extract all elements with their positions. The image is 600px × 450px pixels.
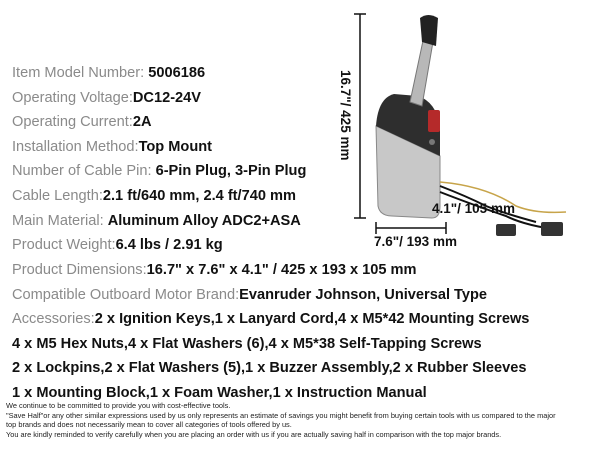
accessories-line-2: 4 x M5 Hex Nuts,4 x Flat Washers (6),4 x M5*38 Self-Tapping Screws (12, 335, 482, 352)
accessories-line-4: 1 x Mounting Block,1 x Foam Washer,1 x Instruction Manual (12, 384, 427, 401)
key-slot (429, 139, 435, 145)
footnote-line-3: top brands and does not necessarily mean to cover all categories of tools offered by us. (6, 420, 292, 430)
spec-current: Operating Current:2A (12, 114, 152, 131)
plug-6-pin (496, 224, 516, 236)
spec-dimensions: Product Dimensions:16.7" x 7.6" x 4.1" / 425 x 193 x 105 mm (12, 262, 417, 278)
width-label: 7.6"/ 193 mm (374, 234, 457, 249)
spec-accessories: Accessories:2 x Ignition Keys,1 x Lanyard Cord,4 x M5*42 Mounting Screws (12, 311, 530, 328)
spec-list-wide (12, 258, 592, 406)
lever-arm (410, 36, 434, 106)
warning-label (428, 110, 440, 132)
footnote-line-1: We continue to be committed to provide you with cost-effective tools. (6, 401, 231, 410)
depth-label: 4.1"/ 105 mm (432, 201, 515, 216)
remote-control-illustration (336, 6, 598, 256)
spec-installation: Installation Method:Top Mount (12, 138, 213, 155)
accessories-line-3: 2 x Lockpins,2 x Flat Washers (5),1 x Buzzer Assembly,2 x Rubber Sleeves (12, 360, 527, 377)
footnote-line-4: You are kindly reminded to verify carefully when you are placing an order with us if you are actually saving half in comparison with the top major brands. (6, 429, 502, 439)
footnote-line-2: "Save Half"or any other similar expressions used by us only represents an estimate of savings you might benefit from buying certain tools with us compared to the major (6, 410, 556, 420)
lever-handle (420, 15, 438, 46)
spec-voltage: Operating Voltage:DC12-24V (12, 89, 202, 106)
spec-weight: Product Weight:6.4 lbs / 2.91 kg (12, 237, 223, 254)
product-image (336, 6, 598, 256)
spec-cable-length: Cable Length:2.1 ft/640 mm, 2.4 ft/740 mm (12, 187, 296, 204)
spec-cable-pin: Number of Cable Pin: 6-Pin Plug, 3-Pin Plug (12, 163, 307, 180)
spec-model: Item Model Number: 5006186 (12, 65, 206, 81)
footnote (6, 401, 594, 439)
spec-list (12, 61, 372, 258)
spec-material: Main Material: Aluminum Alloy ADC2+ASA (12, 212, 301, 229)
spec-brand: Compatible Outboard Motor Brand:Evanruder Johnson, Universal Type (12, 286, 488, 303)
plug-3-pin (541, 222, 563, 236)
height-label: 16.7"/ 425 mm (338, 70, 353, 161)
